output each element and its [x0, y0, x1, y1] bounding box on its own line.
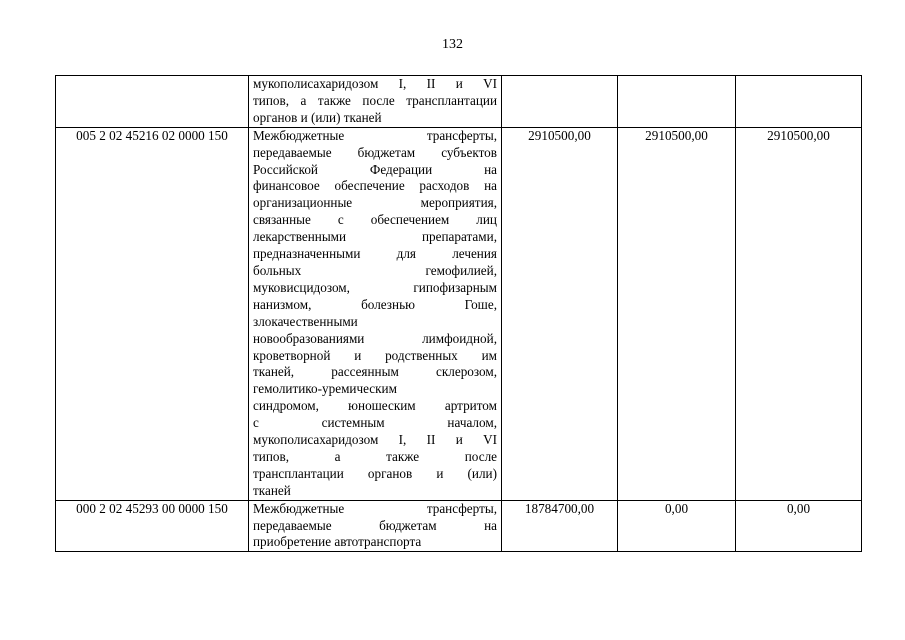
- budget-table-body: [56, 76, 862, 552]
- description-cell: [249, 76, 502, 128]
- description-line: финансовое обеспечение расходов на: [253, 178, 497, 194]
- description-line: тканей, рассеянным склерозом,: [253, 364, 497, 380]
- amount-cell-v3: 0,00: [736, 500, 862, 552]
- description-line: передаваемые бюджетам на: [253, 517, 497, 533]
- description-line: лекарственными препаратами,: [253, 229, 497, 245]
- amount-cell-v1: [502, 76, 618, 128]
- description-line: Российской Федерации на: [253, 161, 497, 177]
- description-line: гемолитико-уремическим: [253, 381, 397, 397]
- description-line: органов и (или) тканей: [253, 109, 382, 125]
- budget-code-cell: [56, 76, 249, 128]
- description-line: мукополисахаридозом I, II и VI: [253, 76, 497, 91]
- description-line: типов, а также после трансплантации: [253, 92, 497, 108]
- amount-cell-v1: 2910500,00: [502, 127, 618, 500]
- description-line: нанизмом, болезнью Гоше,: [253, 296, 497, 312]
- description-line: Межбюджетные трансферты,: [253, 500, 497, 516]
- amount-cell-v1: 18784700,00: [502, 500, 618, 552]
- amount-cell-v3: 2910500,00: [736, 127, 862, 500]
- table-row: [56, 127, 862, 500]
- description-line: кроветворной и родственных им: [253, 347, 497, 363]
- description-line: передаваемые бюджетам субъектов: [253, 144, 497, 160]
- amount-cell-v2: 2910500,00: [618, 127, 736, 500]
- description-line: больных гемофилией,: [253, 262, 497, 278]
- description-line: трансплантации органов и (или): [253, 465, 497, 481]
- page-number: 132: [442, 37, 463, 52]
- description-cell: [249, 500, 502, 552]
- table-row: [56, 76, 862, 128]
- description-line: синдромом, юношеским артритом: [253, 398, 497, 414]
- description-line: приобретение автотранспорта: [253, 534, 422, 550]
- description-line: новообразованиями лимфоидной,: [253, 330, 497, 346]
- table-row: [56, 500, 862, 552]
- description-line: типов, а также после: [253, 448, 497, 464]
- description-line: муковисцидозом, гипофизарным: [253, 279, 497, 295]
- budget-code-cell: 005 2 02 45216 02 0000 150: [56, 127, 249, 500]
- description-cell: [249, 127, 502, 500]
- amount-cell-v3: [736, 76, 862, 128]
- amount-cell-v2: [618, 76, 736, 128]
- budget-code-cell: 000 2 02 45293 00 0000 150: [56, 500, 249, 552]
- description-line: тканей: [253, 482, 291, 498]
- description-line: с системным началом,: [253, 415, 497, 431]
- amount-cell-v2: 0,00: [618, 500, 736, 552]
- budget-table: [55, 75, 862, 552]
- description-line: предназначенными для лечения: [253, 246, 497, 262]
- description-line: связанные с обеспечением лиц: [253, 212, 497, 228]
- description-line: организационные мероприятия,: [253, 195, 497, 211]
- description-line: злокачественными: [253, 313, 358, 329]
- description-line: мукополисахаридозом I, II и VI: [253, 432, 497, 448]
- description-line: Межбюджетные трансферты,: [253, 127, 497, 143]
